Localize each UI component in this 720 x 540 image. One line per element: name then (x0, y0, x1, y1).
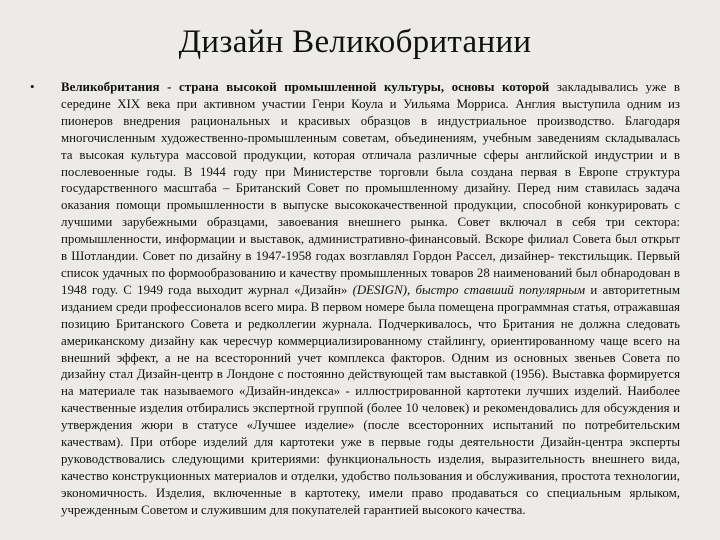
paragraph-part-1: закладывались уже в середине XIX века при активном участии Генри Коула и Уильяма Морриса. Англия выступила одним из пионеров внедрения рациональных и красивых образцов в индустриальное производство. Благодаря многочисленным художественно-промышленным советам, объединениям, учебным заведениям складывалась та высокая культура массовой продукции, которая отличала различные сферы английской индустрии и в послевоенные годы. В 1944 году при Министерстве торговли была создана первая в Европе структура государственного масштаба – Британский Совет по промышленному дизайну. Перед ним ставилась задача оказания помощи промышленности в выпуске высококачественной продукции, способной конкурировать с лучшими зарубежными образцами, завоевания внешнего рынка. Совет включал в себя три сектора: промышленности, информации и выставок, административно-финансовый. Вскоре филиал Совета был открыт в Шотландии. Совет по дизайну в 1947-1958 годах возглавлял Гордон Рассел, дизайнер- текстильщик. Первый список удачных по формообразованию и качеству промышленных товаров 28 наименований был обнародован в 1948 году. С 1949 года выходит журнал «Дизайн» (61, 80, 680, 297)
paragraph-lead: Великобритания - страна высокой промышленной культуры, основы которой (61, 80, 550, 94)
slide-title: Дизайн Великобритании (178, 24, 532, 60)
paragraph-emphasis: (DESIGN), быстро ставший популярным (352, 282, 586, 297)
bullet-list-item (30, 79, 680, 519)
paragraph-part-2: и авторитетным изданием среди профессионалов всего мира. В первом номере была помещена программная статья, отражавшая позицию Британского Совета и редколлегии журнала. Подчеркивалось, что Британия не должна следовать американскому дизайну как чересчур коммерциализированному стайлингу, ориентированному чаще всего на внешний эффект, а не на всесторонний учет комплекса факторов. Одним из основных звеньев Совета по дизайну стал Дизайн-центр в Лондоне с постоянно действующей там выставкой (1956). Выставка формируется на материале так называемого «Дизайн-индекса» - иллюстрированной картотеки лучших изделий. Наиболее качественные изделия отбирались экспертной группой (более 10 человек) и рекомендовались для обсуждения и утверждения жюри в статусе «Лучшее изделие» (после всесторонних испытаний по потребительским качествам). При отборе изделий для картотеки уже в первые годы деятельности Дизайн-центра эксперты руководствовались следующими критериями: функциональность изделия, выразительность внешнего вида, качество конструкционных материалов и отделки, удобство пользования и обслуживания, простота технологии, экономичность. Изделия, включенные в картотеку, имели право продаваться со специальным ярлыком, учрежденным Советом и служившим для покупателей гарантией высокого качества. (61, 282, 680, 517)
bullet-icon: • (30, 79, 35, 94)
body-paragraph (61, 79, 680, 519)
